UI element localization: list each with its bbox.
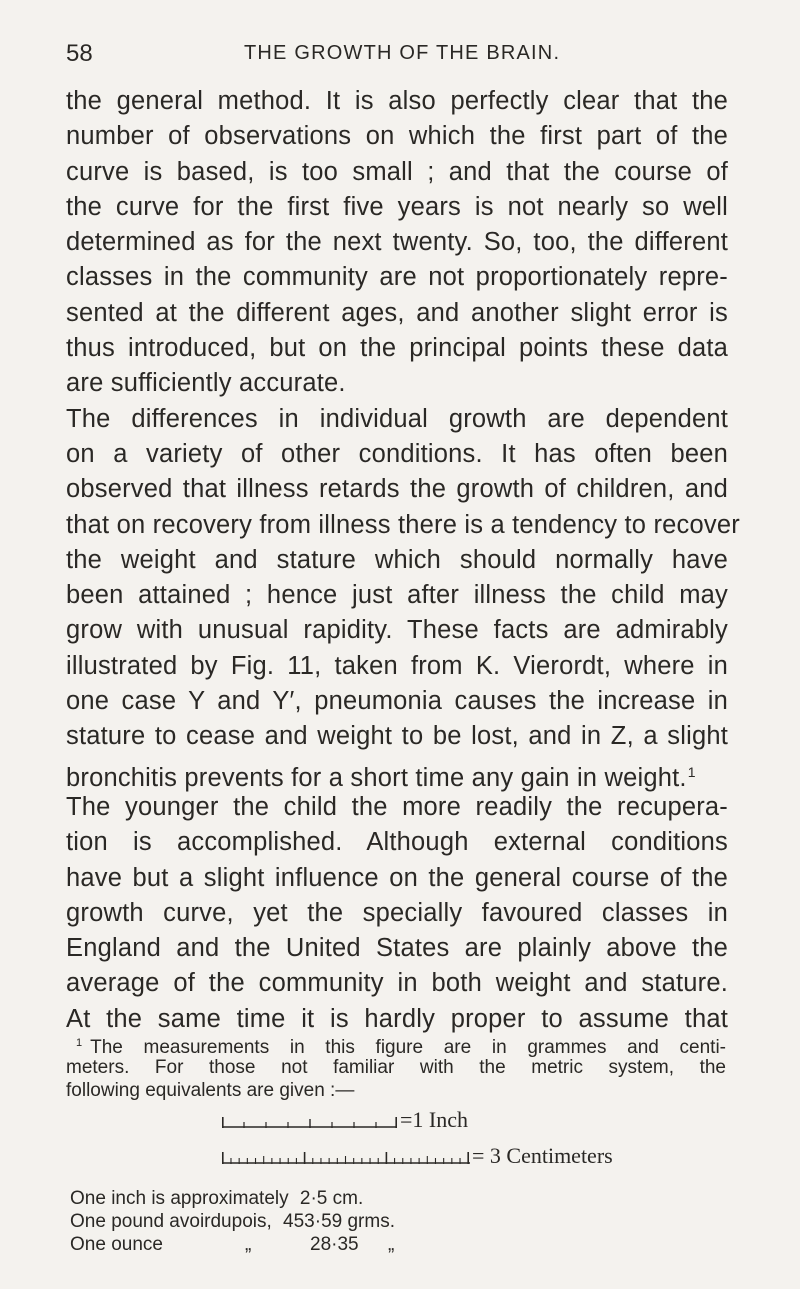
text-line: bronchitis prevents for a short time any gain in weight. [66,763,687,792]
text-line: grow with unusual rapidity. These facts are admirably [66,616,728,645]
body-text [66,84,740,1037]
equivalent-ounce: One ounce „ 28·35 „ [70,1234,395,1255]
text-line: the weight and stature which should normally have [66,545,728,574]
text-line: been attained ; hence just after illness the child may [66,581,728,610]
text-line: are sufficiently accurate. [66,369,346,398]
text-line-with-footnote-ref [66,755,728,790]
text-line: number of observations on which the first part of the [66,122,728,151]
text-line: the curve for the first five years is not nearly so well [66,192,728,221]
text-line: illustrated by Fig. 11, taken from K. Vierordt, where in [66,651,728,680]
text-line: tion is accomplished. Although external conditions [66,828,728,857]
inch-scale-ruler [222,1110,422,1132]
centimeter-scale-ruler [222,1146,482,1168]
inch-scale-label: =1 Inch [400,1107,468,1132]
centimeter-scale-label: = 3 Centimeters [472,1143,613,1168]
running-head [66,40,726,70]
text-line: one case Y and Y′, pneumonia causes the increase in [66,687,728,716]
text-line: England and the United States are plainly above the [66,934,728,963]
text-line: on a variety of other conditions. It has often been [66,439,728,468]
text-line: The differences in individual growth are dependent [66,404,728,433]
text-line: sented at the different ages, and another slight error is [66,298,728,327]
text-line: that on recovery from illness there is a tendency to recover [66,510,740,539]
text-line: stature to cease and weight to be lost, and in Z, a slight [66,722,728,751]
text-line: The younger the child the more readily the recupera- [66,792,728,821]
text-line: have but a slight influence on the general course of the [66,863,728,892]
equivalent-pound: One pound avoirdupois, 453·59 grms. [70,1211,395,1232]
text-line: average of the community in both weight and stature. [66,969,728,998]
text-line: observed that illness retards the growth of children, and [66,475,728,504]
page-number: 58 [66,40,93,67]
footnote-reference[interactable]: 1 [687,763,696,780]
footnote-marker: 1 [76,1037,83,1049]
inch-scale [222,1107,522,1134]
footnote-line: $^1$ The measurements in this figure are in grammes and centi- [76,1037,726,1058]
text-line: thus introduced, but on the principal points these data [66,334,728,363]
centimeter-scale [222,1143,642,1170]
text-line: classes in the community are not proportionately repre- [66,263,728,292]
footnote-line: following equivalents are given :— [66,1080,355,1101]
text-line: growth curve, yet the specially favoured classes in [66,898,728,927]
equivalent-inch: One inch is approximately 2·5 cm. [70,1188,364,1209]
footnote [66,1032,726,1103]
text-line: the general method. It is also perfectly clear that the [66,87,728,115]
text-line: At the same time it is hardly proper to assume that [66,1004,728,1033]
text-line: curve is based, is too small ; and that the course of [66,157,728,186]
running-title: THE GROWTH OF THE BRAIN. [244,42,561,64]
footnote-line: meters. For those not familiar with the metric system, the [66,1056,726,1078]
text-line: determined as for the next twenty. So, too, the different [66,228,728,257]
